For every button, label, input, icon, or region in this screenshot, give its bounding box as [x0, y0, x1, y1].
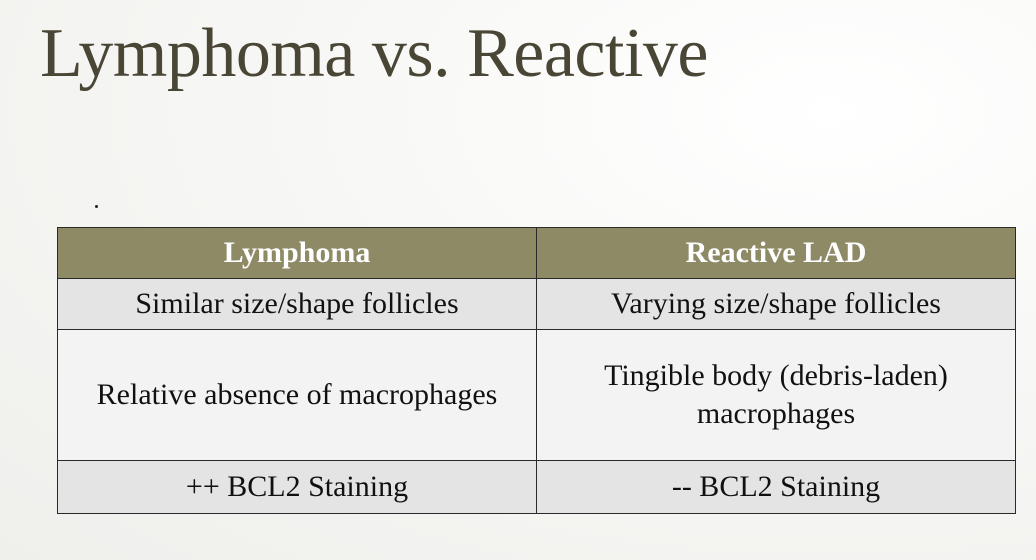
table-header-row: [58, 228, 1016, 279]
cell-reactive-macrophages: Tingible body (debris-laden) macrophages: [537, 330, 1016, 461]
header-lymphoma: Lymphoma: [58, 228, 537, 279]
cell-lymphoma-macrophages: Relative absence of macrophages: [58, 330, 537, 461]
cell-lymphoma-bcl2: ++ BCL2 Staining: [58, 461, 537, 514]
cell-lymphoma-follicles: Similar size/shape follicles: [58, 279, 537, 330]
bullet-dot: [95, 205, 98, 208]
header-reactive-lad: Reactive LAD: [537, 228, 1016, 279]
cell-reactive-follicles: Varying size/shape follicles: [537, 279, 1016, 330]
slide-title: Lymphoma vs. Reactive: [40, 15, 708, 92]
comparison-table: [57, 227, 1016, 514]
table-row: [58, 330, 1016, 461]
table-row: [58, 279, 1016, 330]
table-row: [58, 461, 1016, 514]
cell-reactive-bcl2: -- BCL2 Staining: [537, 461, 1016, 514]
